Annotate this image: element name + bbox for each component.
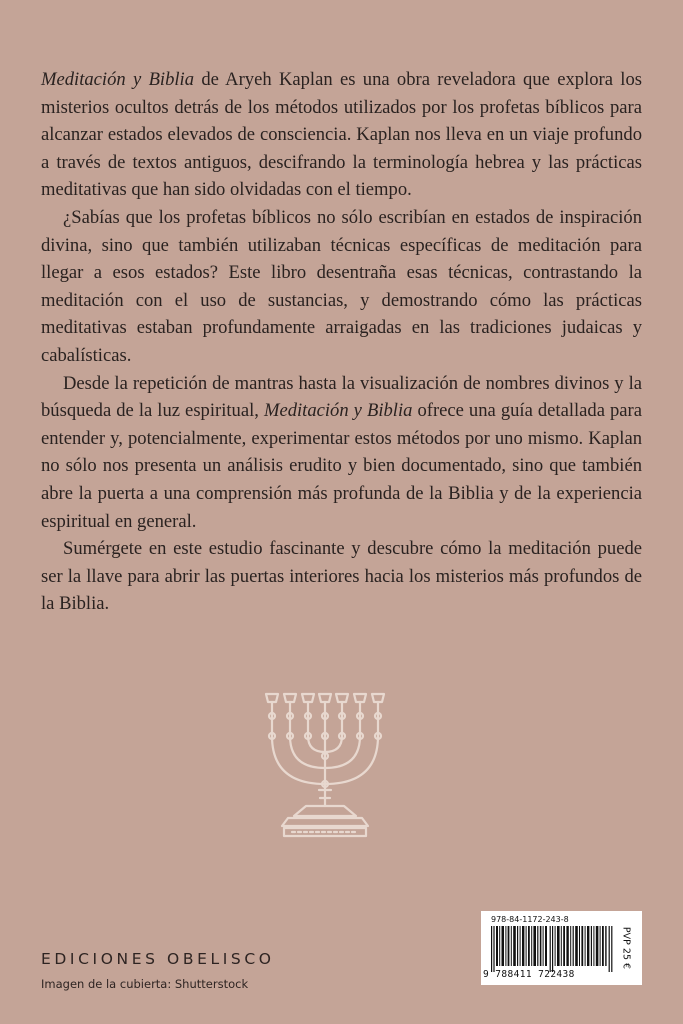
isbn-number: 978-84-1172-243-8 xyxy=(491,915,569,924)
publisher-name: EDICIONES OBELISCO xyxy=(41,950,275,968)
book-title: Meditación y Biblia xyxy=(263,400,413,422)
paragraph-1 xyxy=(41,66,642,204)
synopsis xyxy=(41,66,642,618)
paragraph-1-text: de Aryeh Kaplan es una obra reveladora que explora los misterios ocultos detrás de los métodos utilizados por los profetas bíblicos para alcanzar estados elevados de consciencia. Kaplan nos lleva en un viaje profundo a través de textos antiguos, descifrando la terminología hebrea y las prácticas meditativas que han sido olvidadas con el tiempo. xyxy=(41,69,642,201)
paragraph-4: Sumérgete en este estudio fascinante y descubre cómo la meditación puede ser la llave para abrir las puertas interiores hacia los misterios más profundos de la Biblia. xyxy=(41,538,642,615)
paragraph-2: ¿Sabías que los profetas bíblicos no sólo escribían en estados de inspiración divina, sino que también utilizaban técnicas específicas de meditación para llegar a esos estados? Este libro desentraña esas técnicas, contrastando la meditación con el uso de sustancias, y demostrando cómo las prácticas meditativas estaban profundamente arraigadas en las tradiciones judaicas y cabalísticas. xyxy=(41,206,642,366)
price-label: PVP 25 € xyxy=(620,926,632,970)
paragraph-3 xyxy=(41,370,642,536)
menorah-icon xyxy=(262,686,388,842)
paragraph-3-before: Desde la repetición de mantras hasta la visualización de nombres divinos y la búsqueda de la luz espiritual, xyxy=(41,372,642,422)
barcode-icon xyxy=(491,926,613,972)
cover-image-credit: Imagen de la cubierta: Shutterstock xyxy=(41,977,249,991)
book-title: Meditación y Biblia xyxy=(41,69,195,90)
ean-digits: 9 788411 722438 xyxy=(483,969,575,980)
paragraph-3-after: ofrece una guía detallada para entender y, potencialmente, experimentar estos métodos por uno mismo. Kaplan no sólo nos presenta un análisis erudito y bien documentado, sino que también abre la puerta a una comprensión más profunda de la Biblia y de la experiencia espiritual en general. xyxy=(41,400,643,532)
barcode-label xyxy=(481,911,642,985)
